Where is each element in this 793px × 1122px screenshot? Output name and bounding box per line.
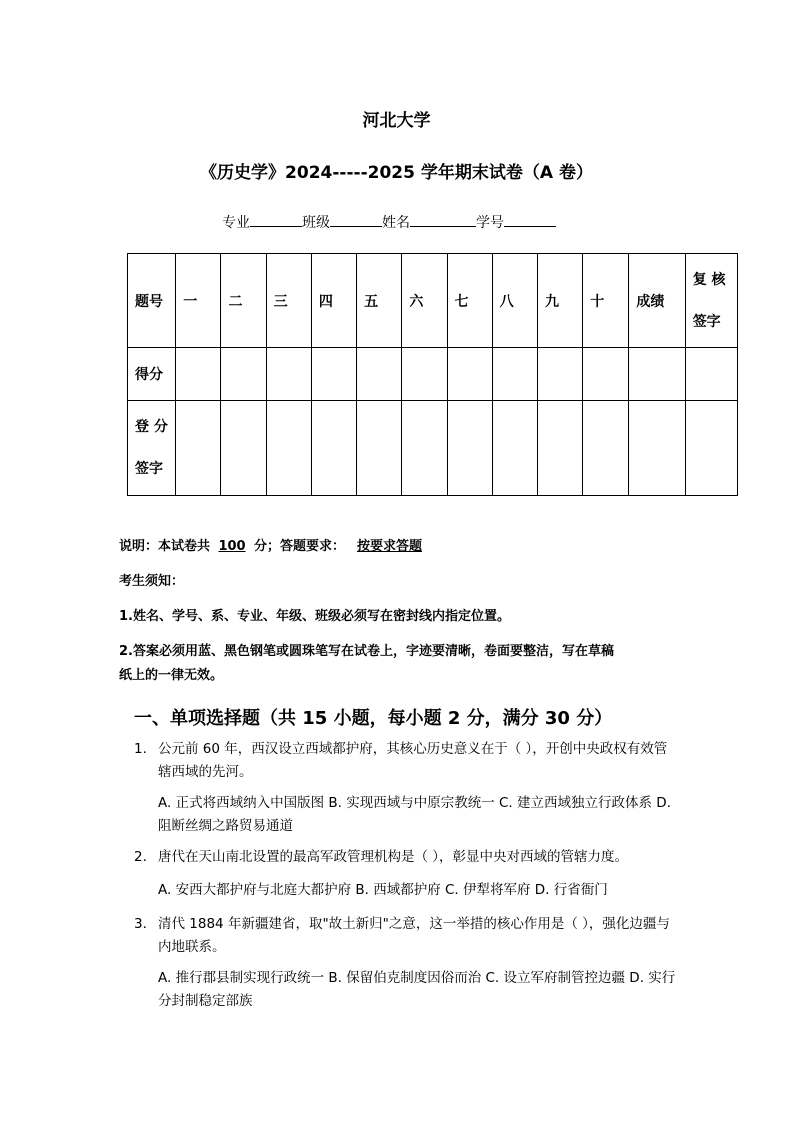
- score-table: [127, 253, 738, 496]
- header-cell-question-number: 题号: [128, 254, 176, 348]
- notice-2-line2: 纸上的一律无效。: [119, 668, 224, 683]
- question-1-options: A. 正式将西域纳入中国版图 B. 实现西域与中原宗教统一 C. 建立西域独立行政体系 D. 阻断丝绸之路贸易通道: [158, 795, 671, 834]
- sign-cell[interactable]: [583, 401, 629, 496]
- instruction-label: 说明：本试卷共: [119, 539, 211, 554]
- notice-2-line1: 2.答案必须用蓝、黑色钢笔或圆珠笔写在试卷上，字迹要清晰，卷面要整洁，写在草稿: [119, 644, 614, 659]
- score-cell[interactable]: [357, 348, 402, 401]
- header-cell-1: 一: [176, 254, 221, 348]
- section-title: 一、单项选择题（共 15 小题，每小题 2 分，满分 30 分）: [134, 708, 613, 729]
- exam-title: 《历史学》2024-----2025 学年期末试卷（A 卷）: [200, 163, 593, 183]
- score-row-label: 得分: [128, 348, 176, 401]
- question-number: 2.: [134, 849, 147, 865]
- student-id-blank[interactable]: [504, 212, 556, 227]
- university-title: 河北大学: [362, 111, 431, 131]
- header-cell-grade: 成绩: [629, 254, 685, 348]
- score-cell[interactable]: [221, 348, 266, 401]
- question-stem: 公元前 60 年，西汉设立西域都护府，其核心历史意义在于（ ），开创中央政权有效管辖西域的先河。: [158, 741, 668, 780]
- header-cell-6: 六: [402, 254, 447, 348]
- sign-cell[interactable]: [447, 401, 492, 496]
- sign-cell[interactable]: [492, 401, 537, 496]
- header-cell-5: 五: [357, 254, 402, 348]
- header-cell-8: 八: [492, 254, 537, 348]
- score-cell[interactable]: [402, 348, 447, 401]
- name-label: 姓名: [382, 215, 410, 231]
- score-cell[interactable]: [311, 348, 356, 401]
- header-cell-7: 七: [447, 254, 492, 348]
- sign-row-label: [128, 401, 176, 496]
- question-stem: 唐代在天山南北设置的最高军政管理机构是（ ），彰显中央对西域的管辖力度。: [158, 849, 629, 865]
- sign-cell[interactable]: [311, 401, 356, 496]
- sign-cell[interactable]: [357, 401, 402, 496]
- sign-cell[interactable]: [402, 401, 447, 496]
- major-blank[interactable]: [250, 212, 302, 227]
- sign-row: [128, 401, 738, 496]
- student-id-label: 学号: [476, 215, 504, 231]
- header-cell-4: 四: [311, 254, 356, 348]
- score-cell[interactable]: [447, 348, 492, 401]
- score-table-header-row: [128, 254, 738, 348]
- score-cell[interactable]: [537, 348, 582, 401]
- review-sign-line2: 签字: [692, 313, 721, 330]
- sign-cell[interactable]: [629, 401, 685, 496]
- score-cell[interactable]: [176, 348, 221, 401]
- header-cell-2: 二: [221, 254, 266, 348]
- score-cell[interactable]: [685, 348, 737, 401]
- sign-cell[interactable]: [537, 401, 582, 496]
- sign-cell[interactable]: [685, 401, 737, 496]
- major-label: 专业: [222, 215, 250, 231]
- question-stem: 清代 1884 年新疆建省，取"故土新归"之意，这一举措的核心作用是（ ），强化边疆与内地联系。: [158, 916, 670, 955]
- score-cell[interactable]: [583, 348, 629, 401]
- sign-row-line2: 签字: [135, 461, 163, 477]
- instruction-unit: 分；答题要求：: [254, 539, 346, 554]
- notice-title: 考生须知：: [119, 574, 185, 589]
- header-cell-10: 十: [583, 254, 629, 348]
- notice-1: 1.姓名、学号、系、专业、年级、班级必须写在密封线内指定位置。: [119, 609, 510, 624]
- header-cell-9: 九: [537, 254, 582, 348]
- header-cell-review-sign: [685, 254, 737, 348]
- sign-cell[interactable]: [176, 401, 221, 496]
- question-number: 1.: [134, 741, 147, 757]
- sign-cell[interactable]: [221, 401, 266, 496]
- question-3-options: A. 推行郡县制实现行政统一 B. 保留伯克制度因俗而治 C. 设立军府制管控边疆 D. 实行分封制稳定部族: [158, 970, 676, 1009]
- question-2-options: A. 安西大都护府与北庭大都护府 B. 西域都护府 C. 伊犁将军府 D. 行省衙门: [158, 882, 608, 898]
- sign-cell[interactable]: [266, 401, 311, 496]
- sign-row-line1: 登 分: [135, 419, 168, 435]
- class-blank[interactable]: [330, 212, 382, 227]
- header-cell-3: 三: [266, 254, 311, 348]
- class-label: 班级: [302, 215, 330, 231]
- score-row: [128, 348, 738, 401]
- instruction-line: [119, 535, 497, 554]
- total-score: 100: [218, 539, 246, 554]
- score-cell[interactable]: [492, 348, 537, 401]
- answer-requirement: 按要求答题: [357, 539, 423, 554]
- question-number: 3.: [134, 916, 147, 932]
- score-cell[interactable]: [629, 348, 685, 401]
- review-sign-line1: 复 核: [692, 271, 726, 288]
- name-blank[interactable]: [410, 212, 476, 227]
- score-cell[interactable]: [266, 348, 311, 401]
- student-info-line: [222, 212, 556, 232]
